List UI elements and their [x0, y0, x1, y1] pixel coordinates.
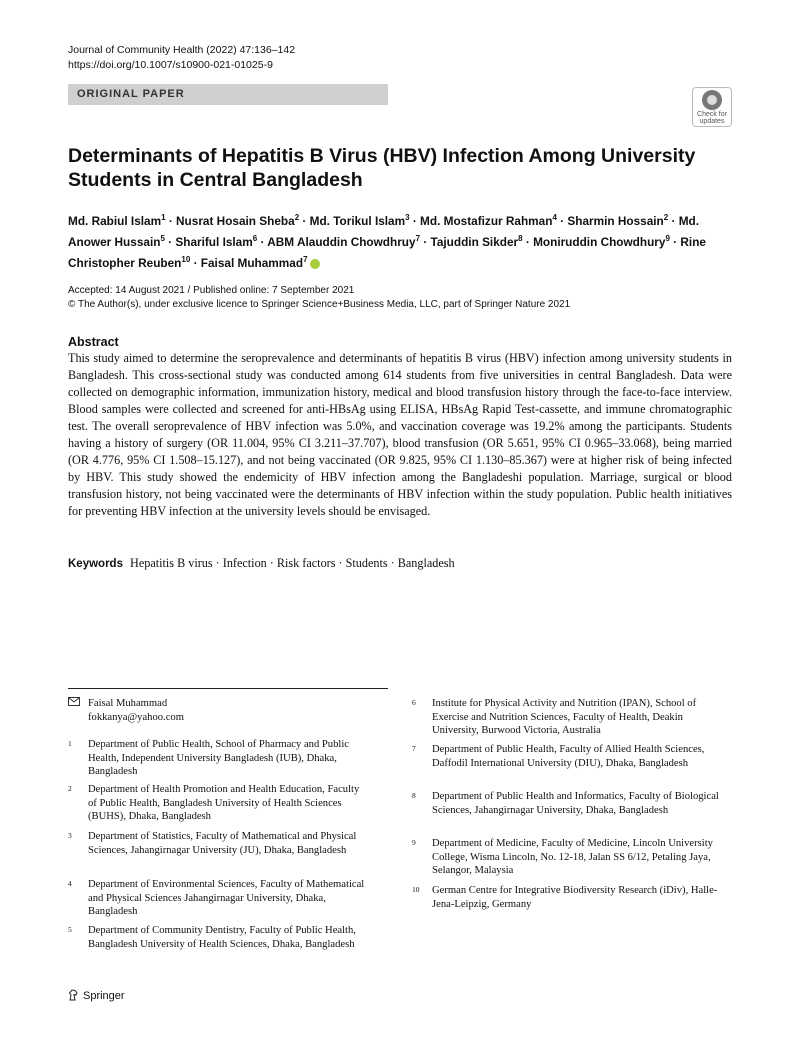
author-name: Moniruddin Chowdhury$^9$ — [533, 233, 670, 249]
abstract-heading: Abstract — [68, 335, 119, 349]
affiliation-text: Department of Environmental Sciences, Faculty of Mathematical and Physical Sciences Jahangirnagar University, Dhaka, Bangladesh — [88, 879, 365, 918]
springer-horse-icon — [68, 989, 79, 1001]
affiliation-text: Department of Statistics, Faculty of Mathematical and Physical Sciences, Jahangirnagar University (JU), Dhaka, Bangladesh — [88, 831, 357, 856]
author-name: ABM Alauddin Chowdhruy$^7$ — [267, 233, 421, 249]
affiliation-text: German Centre for Integrative Biodiversity Research (iDiv), Halle-Jena-Leipzig, Germany — [432, 885, 718, 910]
affiliation-number: 10 — [412, 885, 420, 894]
author-affiliation-marker: 3 — [405, 213, 410, 222]
affiliation — [68, 830, 368, 857]
affiliation-text: Department of Public Health, Faculty of Allied Health Sciences, Daffodil International University (DIU), Dhaka, Bangladesh — [432, 744, 705, 769]
abstract-text: This study aimed to determine the seroprevalence and determinants of hepatitis B virus (HBV) infection among university students in Bangladesh. This cross-sectional study was conducted among 614 students from five universities in central Bangladesh. Data were collected on demographic information, immunization history, medical and blood transfusion history through the face-to-face interview. Blood samples were collected and screened for anti-HBsAg using ELISA, HBsAg Rapid Test-cassette, and immune chromatographic test. The overall seroprevalence of HBV infection was 5.0%, and vaccination coverage was 19.2% among the participants. Students having a history of surgery (OR 11.004, 95% CI 3.211–37.707), blood transfusion (OR 5.651, 95% CI 0.965–33.068), being married (OR 4.776, 95% CI 1.508–15.127), and not being vaccinated (OR 9.825, 95% CI 1.130–85.367) were at higher risk of being infected by HBV. This study showed the endemicity of HBV infection among the Bangladeshi population. Marriage, surgical or blood transfusion history, not being vaccinated were the determinants of HBV infection within the study population. Public health initiatives for preventing HBV infection at the university levels should be envisaged. — [68, 351, 732, 518]
author-affiliation-marker: 10 — [181, 254, 191, 264]
affiliation-number: 2 — [68, 784, 72, 793]
author-name: Md. Mostafizur Rahman$^4$ — [420, 213, 557, 228]
author-affiliation-marker: 9 — [665, 233, 670, 243]
check-for-updates-button[interactable] — [692, 87, 732, 127]
affiliation-number: 5 — [68, 925, 72, 934]
author-name: Faisal Muhammad$^7$ — [200, 254, 308, 270]
check-updates-label: Check for updates — [697, 111, 727, 125]
affiliation — [412, 697, 722, 738]
author-name: Nusrat Hosain Sheba$^2$ — [176, 213, 300, 228]
author-name: Md. Torikul Islam$^3$ — [309, 213, 410, 228]
article-type-badge: ORIGINAL PAPER — [68, 84, 388, 105]
author-name: Tajuddin Sikder$^8$ — [430, 233, 523, 249]
envelope-icon — [68, 697, 80, 711]
author-name: Rine Christopher Reuben$^{10}$ — [68, 234, 706, 270]
affiliation-number: 6 — [412, 698, 416, 707]
keywords-label: Keywords — [68, 558, 123, 570]
author-affiliation-marker: 2 — [663, 213, 669, 222]
affiliation — [412, 837, 722, 878]
orcid-icon[interactable] — [310, 259, 320, 269]
correspondence — [68, 697, 368, 724]
author-affiliation-marker: 8 — [518, 233, 523, 243]
affiliation — [68, 924, 368, 951]
copyright-notice: © The Author(s), under exclusive licence to Springer Science+Business Media, LLC, part of Springer Nature 2021 — [68, 299, 571, 310]
article-title: Determinants of Hepatitis B Virus (HBV) Infection Among University Students in Central Bangladesh — [68, 145, 696, 191]
author-affiliation-marker: 7 — [415, 233, 421, 243]
affiliation-text: Institute for Physical Activity and Nutrition (IPAN), School of Exercise and Nutrition Sciences, Faculty of Health, Deakin University, Burwood Victoria, Australia — [432, 698, 697, 737]
affiliation-text: Department of Health Promotion and Health Education, Faculty of Public Health, Bangladesh University of Health Sciences (BUHS), Dhaka, Bangladesh — [88, 784, 360, 823]
affiliation-text: Department of Community Dentistry, Faculty of Public Health, Bangladesh University of Health Sciences, Dhaka, Bangladesh — [88, 925, 356, 950]
affiliation-number: 4 — [68, 879, 72, 888]
affiliation-text: Department of Public Health, School of Pharmacy and Public Health, Independent University Bangladesh (IUB), Dhaka, Bangladesh — [88, 739, 349, 778]
author-affiliation-marker: 5 — [160, 233, 165, 243]
author-affiliation-marker: 2 — [294, 213, 300, 222]
journal-citation: Journal of Community Health (2022) 47:136–142 — [68, 44, 296, 56]
affiliation-text: Department of Medicine, Faculty of Medicine, Lincoln University College, Wisma Lincoln, No. 12-18, Jalan SS 6/12, Petaling Jaya, Selangor, Malaysia — [432, 838, 713, 877]
affiliation-number: 8 — [412, 791, 416, 800]
keywords-list: Hepatitis B virus · Infection · Risk factors · Students · Bangladesh — [130, 556, 455, 570]
keywords — [68, 555, 455, 573]
author-list: Md. Rabiul Islam$^1$ · Nusrat Hosain Sheba$^2$ · Md. Torikul Islam$^3$ · Md. Mostafizur Rahman$^4$ · Sharmin Hossain$^2$ · Md. Anower Hussain$^5$ · Shariful Islam$^6$ · ABM Alauddin Chowdhruy$^7$ · Tajuddin Sikder$^8$ · Moniruddin Chowdhury$^9$ · Rine Christopher Reuben$^{10}$ · Faisal Muhammad$^7$ — [68, 213, 706, 270]
author-name: Md. Anower Hussain$^5$ — [68, 213, 700, 249]
author-name: Sharmin Hossain$^2$ — [567, 213, 669, 228]
affiliation-number: 7 — [412, 744, 416, 753]
publication-dates: Accepted: 14 August 2021 / Published online: 7 September 2021 — [68, 285, 355, 296]
author-name: Shariful Islam$^6$ — [175, 233, 258, 249]
affiliation — [412, 790, 722, 817]
author-name: Md. Rabiul Islam$^1$ — [68, 213, 166, 228]
publisher-name: Springer — [83, 990, 125, 1002]
affiliation-number: 9 — [412, 838, 416, 847]
author-affiliation-marker: 6 — [252, 233, 258, 243]
correspondence-name: Faisal Muhammad — [88, 698, 168, 709]
affiliation-number: 3 — [68, 831, 72, 840]
check-updates-icon — [702, 90, 722, 110]
doi-link[interactable]: https://doi.org/10.1007/s10900-021-01025-9 — [68, 59, 273, 71]
affiliation — [412, 884, 722, 911]
publisher-logo — [68, 989, 125, 1003]
affiliation-text: Department of Public Health and Informatics, Faculty of Biological Sciences, Jahangirnagar University, Dhaka, Bangladesh — [432, 791, 719, 816]
author-affiliation-marker: 1 — [161, 213, 166, 222]
affiliation — [68, 783, 368, 824]
correspondence-email[interactable]: fokkanya@yahoo.com — [88, 711, 184, 723]
affiliation — [412, 743, 722, 770]
author-affiliation-marker: 7 — [303, 254, 308, 264]
affiliation-number: 1 — [68, 739, 72, 748]
author-affiliation-marker: 4 — [552, 213, 557, 222]
affiliation — [68, 878, 368, 919]
footnote-divider — [68, 688, 388, 689]
affiliation — [68, 738, 368, 779]
